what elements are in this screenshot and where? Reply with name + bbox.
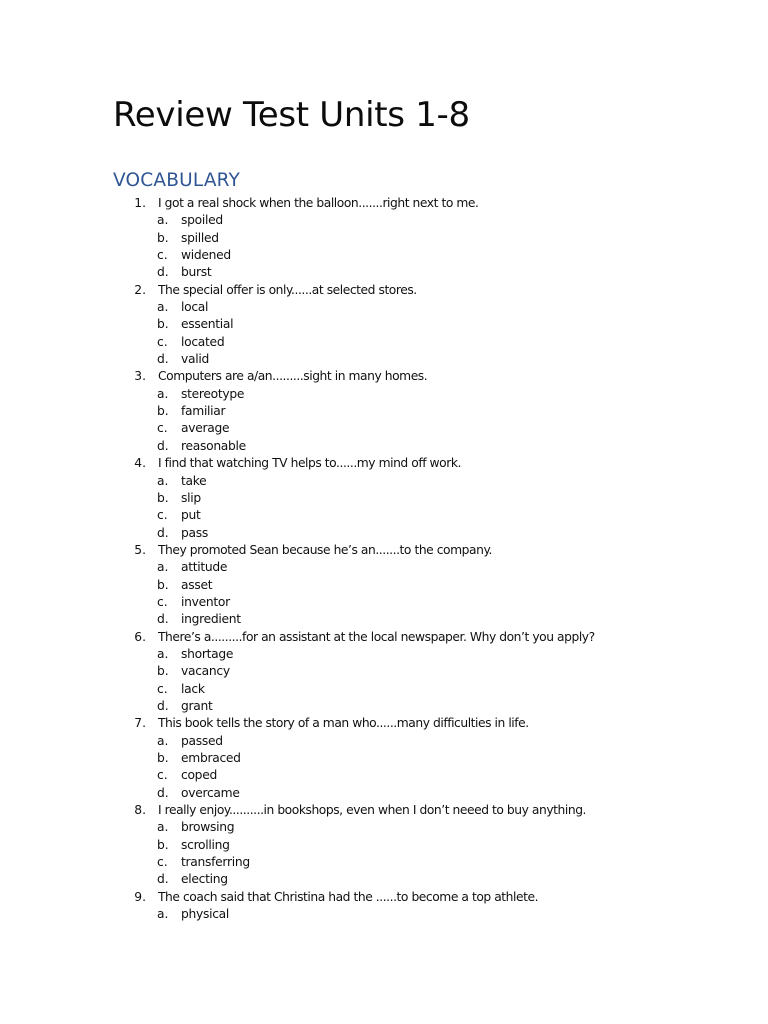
answer-option — [0, 334, 768, 351]
answer-option — [0, 854, 768, 871]
option-letter: a. — [157, 300, 169, 315]
question-item — [0, 802, 768, 819]
question-item — [0, 889, 768, 906]
option-text: lack — [181, 681, 205, 696]
answer-option — [0, 351, 768, 368]
option-text: ingredient — [181, 612, 241, 627]
option-text: take — [181, 473, 207, 488]
answer-option — [0, 473, 768, 490]
question-text: There’s a.........for an assistant at the local newspaper. Why don’t you apply? — [158, 629, 595, 644]
option-text: local — [181, 300, 209, 315]
option-letter: d. — [157, 352, 169, 367]
option-text: slip — [181, 490, 201, 505]
option-text: electing — [181, 872, 228, 887]
question-text: They promoted Sean because he’s an.......to the company. — [158, 542, 492, 557]
option-letter: c. — [157, 594, 168, 609]
option-text: essential — [181, 317, 234, 332]
option-text: average — [181, 421, 230, 436]
option-letter: a. — [157, 646, 169, 661]
option-letter: b. — [157, 317, 169, 332]
answer-option — [0, 646, 768, 663]
section-heading-vocabulary: VOCABULARY — [113, 170, 241, 191]
question-item — [0, 629, 768, 646]
option-text: located — [181, 334, 225, 349]
option-letter: d. — [157, 525, 169, 540]
question-item — [0, 542, 768, 559]
question-text: The coach said that Christina had the ......to become a top athlete. — [158, 889, 539, 904]
option-letter: b. — [157, 404, 169, 419]
question-number: 7. — [134, 716, 146, 731]
option-letter: c. — [157, 248, 168, 263]
question-item — [0, 455, 768, 472]
option-letter: b. — [157, 837, 169, 852]
answer-option — [0, 819, 768, 836]
answer-option — [0, 403, 768, 420]
answer-option — [0, 733, 768, 750]
question-text: I really enjoy..........in bookshops, even when I don’t neeed to buy anything. — [158, 803, 587, 818]
question-text: I find that watching TV helps to......my mind off work. — [158, 456, 461, 471]
answer-option — [0, 767, 768, 784]
option-text: scrolling — [181, 837, 230, 852]
option-letter: c. — [157, 855, 168, 870]
option-letter: a. — [157, 473, 169, 488]
answer-option — [0, 663, 768, 680]
option-text: passed — [181, 733, 223, 748]
question-text: This book tells the story of a man who......many difficulties in life. — [158, 716, 529, 731]
option-letter: d. — [157, 698, 169, 713]
option-letter: c. — [157, 681, 168, 696]
question-number: 4. — [134, 456, 146, 471]
option-letter: c. — [157, 334, 168, 349]
question-text: The special offer is only......at selected stores. — [158, 282, 417, 297]
answer-option — [0, 611, 768, 628]
option-letter: d. — [157, 785, 169, 800]
answer-option — [0, 438, 768, 455]
option-letter: b. — [157, 577, 169, 592]
option-text: asset — [181, 577, 213, 592]
option-text: shortage — [181, 646, 234, 661]
option-text: browsing — [181, 820, 235, 835]
answer-option — [0, 837, 768, 854]
option-text: widened — [181, 248, 231, 263]
answer-option — [0, 906, 768, 923]
option-text: put — [181, 508, 201, 523]
answer-option — [0, 420, 768, 437]
answer-option — [0, 299, 768, 316]
option-text: valid — [181, 352, 209, 367]
option-letter: c. — [157, 421, 168, 436]
question-item — [0, 195, 768, 212]
option-letter: d. — [157, 612, 169, 627]
option-text: coped — [181, 768, 217, 783]
answer-option — [0, 577, 768, 594]
option-letter: a. — [157, 733, 169, 748]
option-text: stereotype — [181, 386, 245, 401]
answer-option — [0, 559, 768, 576]
page-title: Review Test Units 1-8 — [113, 95, 470, 135]
answer-option — [0, 316, 768, 333]
option-text: spilled — [181, 230, 219, 245]
option-text: attitude — [181, 560, 228, 575]
option-text: transferring — [181, 855, 250, 870]
option-text: familiar — [181, 404, 226, 419]
question-item — [0, 282, 768, 299]
question-item — [0, 368, 768, 385]
option-letter: b. — [157, 664, 169, 679]
answer-option — [0, 871, 768, 888]
question-number: 2. — [134, 282, 146, 297]
answer-option — [0, 750, 768, 767]
answer-option — [0, 386, 768, 403]
option-text: physical — [181, 907, 230, 922]
answer-option — [0, 594, 768, 611]
option-text: spoiled — [181, 213, 223, 228]
question-item — [0, 715, 768, 732]
question-number: 5. — [134, 542, 146, 557]
option-letter: a. — [157, 907, 169, 922]
answer-option — [0, 230, 768, 247]
option-text: reasonable — [181, 438, 246, 453]
option-text: embraced — [181, 751, 241, 765]
question-number: 1. — [134, 196, 146, 210]
option-text: grant — [181, 698, 213, 713]
option-letter: d. — [157, 438, 169, 453]
question-list — [0, 195, 768, 923]
option-letter: b. — [157, 751, 169, 765]
option-text: vacancy — [181, 664, 230, 679]
answer-option — [0, 212, 768, 229]
answer-option — [0, 247, 768, 264]
option-letter: b. — [157, 490, 169, 505]
question-number: 8. — [134, 803, 146, 818]
option-letter: a. — [157, 560, 169, 575]
option-text: burst — [181, 265, 212, 280]
question-number: 9. — [134, 889, 146, 904]
answer-option — [0, 785, 768, 802]
answer-option — [0, 698, 768, 715]
option-letter: d. — [157, 265, 169, 280]
answer-option — [0, 264, 768, 281]
option-text: inventor — [181, 594, 230, 609]
answer-option — [0, 490, 768, 507]
option-text: pass — [181, 525, 208, 540]
option-letter: d. — [157, 872, 169, 887]
option-letter: c. — [157, 768, 168, 783]
question-text: I got a real shock when the balloon.......right next to me. — [158, 196, 479, 210]
question-number: 3. — [134, 369, 146, 384]
question-text: Computers are a/an.........sight in many homes. — [158, 369, 428, 384]
answer-option — [0, 681, 768, 698]
option-text: overcame — [181, 785, 240, 800]
option-letter: a. — [157, 213, 169, 228]
option-letter: a. — [157, 820, 169, 835]
answer-option — [0, 525, 768, 542]
option-letter: c. — [157, 508, 168, 523]
question-number: 6. — [134, 629, 146, 644]
answer-option — [0, 507, 768, 524]
option-letter: b. — [157, 230, 169, 245]
option-letter: a. — [157, 386, 169, 401]
